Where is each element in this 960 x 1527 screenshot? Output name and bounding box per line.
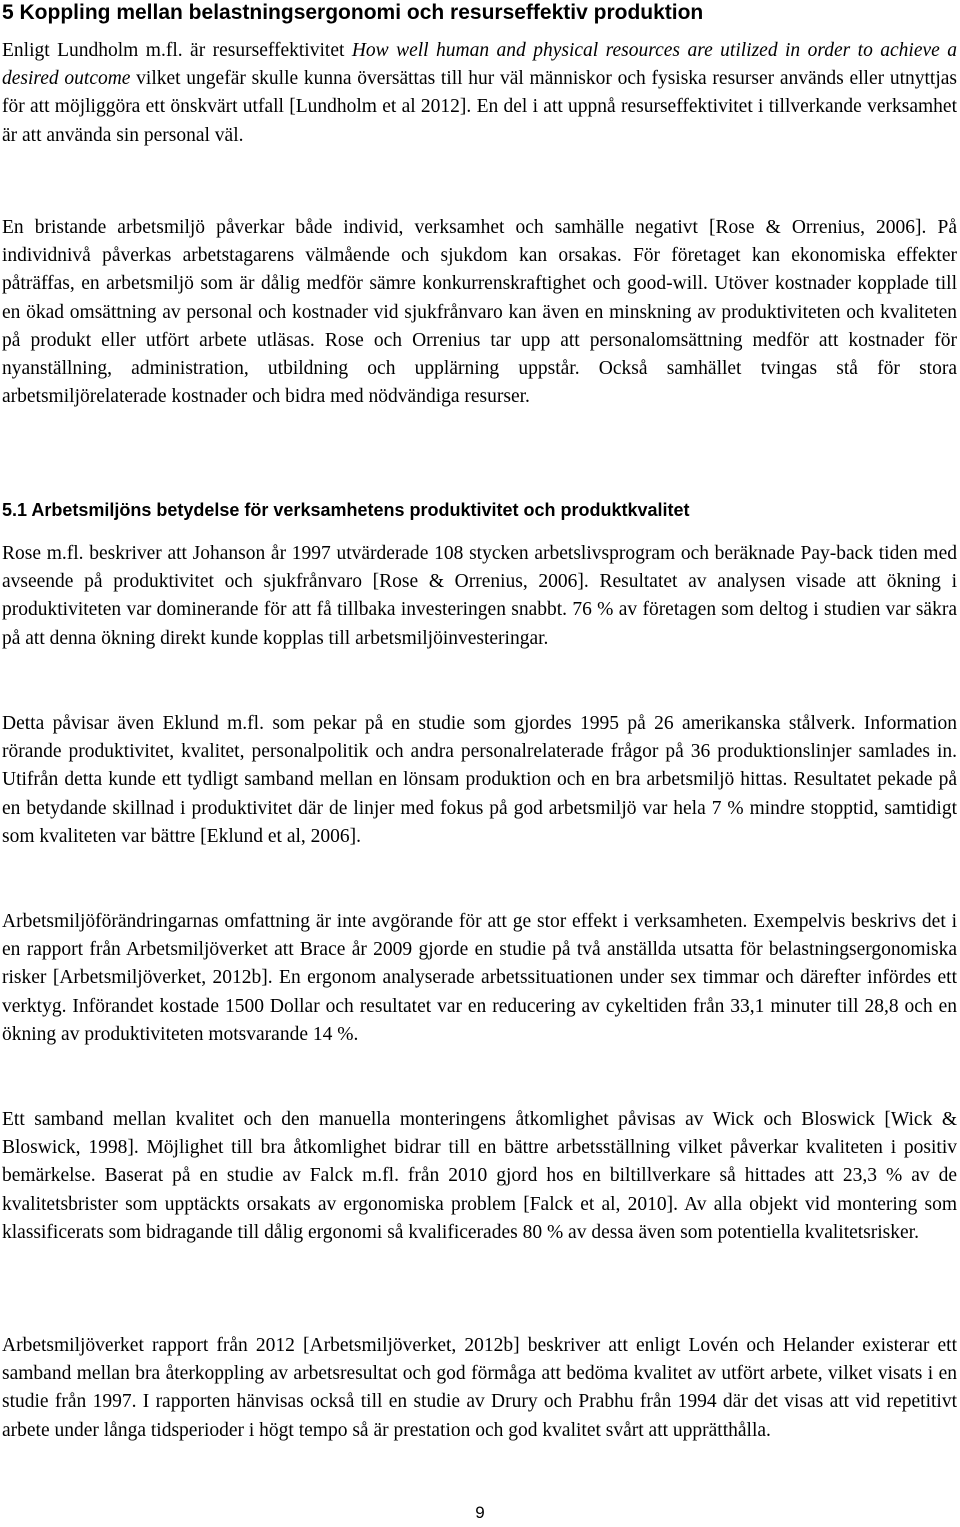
- paragraph-rose-johanson: Rose m.fl. beskriver att Johanson år 1997 utvärderade 108 stycken arbetslivsprogram och beräknade Pay-back tiden med avseende på produktivitet och sjukfrånvaro [Rose & Orrenius, 2006]. Resultatet av analysen visade att ökning i produktiviteten var dominerande för att få tillbaka investeringen snabbt. 76 % av företagen som deltog i studien var säkra på att denna ökning direkt kunde kopplas till arbetsmiljöinvesteringar.: [2, 543, 957, 649]
- paragraph-resurseffektivitet: [2, 37, 957, 150]
- section-heading: 5 Koppling mellan belastningsergonomi och resurseffektiv produktion: [2, 1, 704, 24]
- paragraph-eklund: Detta påvisar även Eklund m.fl. som pekar på en studie som gjordes 1995 på 26 amerikanska stålverk. Information rörande produktivitet, kvalitet, personalpolitik och andra personalrelaterade frågor på 36 produktionslinjer samlades in. Utifrån detta kunde ett tydligt samband mellan en lönsam produktion och en bra arbetsmiljö hittas. Resultatet pekade på en betydande skillnad i produktivitet där de linjer med fokus på god arbetsmiljö var hela 7 % mindre stopptid, samtidigt som kvaliteten var bättre [Eklund et al, 2006].: [2, 713, 957, 847]
- paragraph-1-quote: How well human and physical resources are utilized in order to achieve a desired outcome: [2, 40, 957, 90]
- paragraph-1-after: vilket ungefär skulle kunna översättas till hur väl människor och fysiska resurser används eller utnyttjas för att möjliggöra ett önskvärt utfall [Lundholm et al 2012]. En del i att uppnå resurseffektivitet i tillverkande verksamhet är att använda sin personal väl.: [2, 68, 957, 146]
- paragraph-wick-bloswick: Ett samband mellan kvalitet och den manuella monteringens åtkomlighet påvisas av Wick och Bloswick [Wick & Bloswick, 1998]. Möjlighet till bra åtkomlighet bidrar till en bättre arbetsställning vilket påverkar kvaliteten i positiv bemärkelse. Baserat på en studie av Falck m.fl. från 2010 gjord hos en biltillverkare så hittades att 23,3 % av de kvalitetsbrister som upptäckts orsakats av ergonomiska problem [Falck et al, 2010]. Av alla objekt vid montering som klassificerats som bidragande till dålig ergonomi så kvalificerades 80 % av dessa även som potentiella kvalitetsrisker.: [2, 1109, 957, 1243]
- paragraph-brace: Arbetsmiljöförändringarnas omfattning är inte avgörande för att ge stor effekt i verksamheten. Exempelvis beskrivs det i en rapport från Arbetsmiljöverket att Brace år 2009 gjorde en studie på två anställda utsatta för belastningsergonomiska risker [Arbetsmiljöverket, 2012b]. En ergonom analyserade arbetssituationen under sex timmar och därefter infördes ett verktyg. Införandet kostade 1500 Dollar och resultatet var en reducering av cykeltiden från 33,1 minuter till 28,8 och en ökning av produktiviteten motsvarande 14 %.: [2, 911, 957, 1045]
- subsection-heading: 5.1 Arbetsmiljöns betydelse för verksamhetens produktivitet och produktkvalitet: [2, 500, 690, 520]
- page-number: 9: [475, 1503, 485, 1522]
- paragraph-arbetsmiljoverket: Arbetsmiljöverket rapport från 2012 [Arbetsmiljöverket, 2012b] beskriver att enligt Lovén och Helander existerar ett samband mellan bra återkoppling av arbetsresultat och god förmåga att bedöma kvalitet av utfört arbete, vilket visats i en studie från 1997. I rapporten hänvisas också till en studie av Drury och Prabhu från 1994 där det visas att vid repetitivt arbete under långa tidsperioder i högt tempo så är prestation och god kvalitet svårt att upprätthålla.: [2, 1335, 957, 1441]
- paragraph-arbetsmiljo-effekter: En bristande arbetsmiljö påverkar både individ, verksamhet och samhälle negativt [Rose & Orrenius, 2006]. På individnivå påverkas arbetstagarens välmående och sjukdom kan orsakas. För företaget kan ekonomiska effekter påträffas, en arbetsmiljö som är dålig medför sämre konkurrenskraftighet och good-will. Utöver kostnader kopplade till en ökad omsättning av personal och kostnader vid sjukfrånvaro kan även en minskning av produktiviteten och kvaliteten på produkt eller utfört arbete utläsas. Rose och Orrenius tar upp att personalomsättning medför att kostnader för nyanställning, administration, utbildning och upplärning uppstår. Också samhället tvingas stå för stora arbetsmiljörelaterade kostnader och bidra med nödvändiga resurser.: [2, 217, 957, 408]
- paragraph-1-before: Enligt Lundholm m.fl. är resurseffektivitet: [2, 40, 352, 61]
